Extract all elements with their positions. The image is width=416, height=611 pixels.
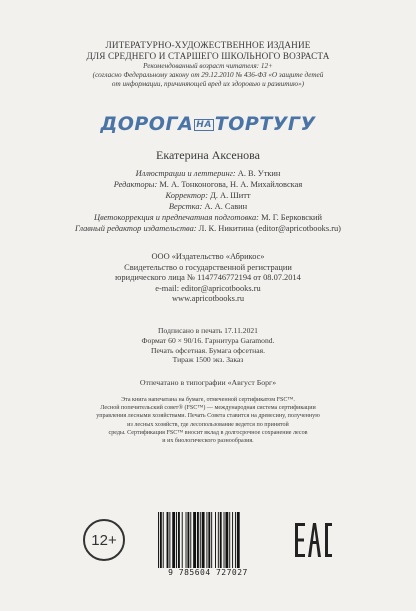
barcode-bar	[163, 512, 164, 568]
barcode-bar	[215, 512, 216, 568]
header-line-2: ДЛЯ СРЕДНЕГО И СТАРШЕГО ШКОЛЬНОГО ВОЗРАСТА	[86, 51, 330, 61]
author-name: Екатерина Аксенова	[156, 148, 260, 162]
barcode-bar	[232, 512, 233, 568]
credit-line	[0, 190, 416, 201]
registration-line-1: Свидетельство о государственной регистрации	[124, 262, 292, 272]
header-line-1: ЛИТЕРАТУРНО-ХУДОЖЕСТВЕННОЕ ИЗДАНИЕ	[105, 40, 311, 50]
credit-role: Цветокоррекция и предпечатная подготовка:	[94, 213, 259, 222]
fsc-line: из лесных хозяйств, где лесопользование ведется по принятой	[127, 421, 289, 428]
barcode-bar	[190, 512, 191, 568]
law-note-1: (согласно Федеральному закону от 29.12.2010 № 436-ФЗ «О защите детей	[92, 71, 324, 79]
barcode-bar	[186, 512, 187, 568]
fsc-notice	[0, 396, 416, 445]
barcode-bar	[229, 512, 230, 568]
fsc-line: управления лесными хозяйствами. Печать Совета ставится на древесину, полученную	[96, 413, 320, 420]
signed-to-print: Подписано в печать 17.11.2021	[158, 326, 258, 335]
publisher-website: www.apricotbooks.ru	[171, 294, 245, 304]
barcode-bar	[208, 512, 210, 568]
barcode-bar	[160, 512, 162, 568]
age-rating-badge: 12+	[83, 519, 125, 561]
barcode-bar	[167, 512, 169, 568]
paper-line: Печать офсетная. Бумага офсетная.	[150, 345, 265, 355]
age-note: Рекомендованный возраст читателя: 12+	[143, 62, 273, 70]
publisher-info	[0, 252, 416, 305]
barcode-bar	[200, 512, 201, 568]
registration-line-2: юридического лица № 1147746772194 от 08.07.2014	[115, 273, 301, 283]
credit-line	[0, 168, 416, 179]
credits-list	[0, 168, 416, 234]
barcode-bar	[176, 512, 177, 568]
credit-role: Корректор:	[165, 191, 209, 200]
barcode-bar	[206, 512, 207, 568]
barcode-bar	[193, 512, 196, 568]
barcode-number: 9 785604 727027	[168, 568, 248, 577]
credit-role: Редакторы:	[113, 180, 158, 189]
credit-name: М. Г. Берковский	[261, 213, 322, 222]
logo-part-1: ДОРОГА	[100, 113, 194, 135]
credit-line	[0, 201, 416, 212]
barcode-bar	[197, 512, 199, 568]
credit-line	[0, 223, 416, 234]
credit-role: Главный редактор издательства:	[75, 224, 197, 233]
format-line: Формат 60 × 90/16. Гарнитура Garamond.	[141, 335, 275, 345]
imprint-header	[0, 40, 416, 89]
barcode-bar	[237, 512, 240, 568]
barcode-bar	[187, 512, 189, 568]
circulation-line: Тираж 1500 экз. Заказ	[172, 355, 244, 365]
barcode-bar	[178, 512, 180, 568]
barcode-bar	[235, 512, 236, 568]
barcode-icon	[154, 512, 262, 568]
credit-name: Л. К. Никитина (editor@apricotbooks.ru)	[198, 224, 341, 233]
print-info	[0, 326, 416, 365]
publisher-email: e-mail: editor@apricotbooks.ru	[155, 283, 261, 293]
credit-role: Верстка:	[168, 202, 203, 211]
barcode-bar	[225, 512, 228, 568]
fsc-line: среды. Сертификация FSC™ вносит вклад в долгосрочное сохранение лесов	[108, 429, 308, 436]
barcode-bar	[202, 512, 205, 568]
credit-role: Иллюстрации и леттеринг:	[135, 169, 236, 178]
barcode-bar	[182, 512, 183, 568]
law-note-2: от информации, причиняющей вред их здоровью и развитию»)	[111, 80, 305, 88]
barcode-bar	[169, 512, 170, 568]
fsc-line: Лесной попечительский совет® (FSC™) — международная система сертификации	[100, 405, 316, 412]
barcode-bar	[211, 512, 212, 568]
credit-name: А. А. Савин	[204, 202, 248, 211]
printing-house: Отпечатано в типографии «Август Борг»	[139, 378, 277, 387]
isbn-barcode	[154, 512, 262, 578]
logo-part-2: НА	[196, 120, 212, 130]
credit-name: М. А. Тонконогова, Н. А. Михайловская	[159, 180, 303, 189]
logo-part-3: ТОРТУГУ	[214, 113, 316, 135]
barcode-bar	[220, 512, 222, 568]
fsc-line: Эта книга напечатана на бумаге, отмеченной сертификатом FSC™.	[121, 397, 295, 403]
book-title-logo	[0, 113, 416, 135]
credit-name: Д. А. Шитт	[210, 191, 251, 200]
publisher-name: ООО «Издательство «Абрикос»	[151, 252, 265, 261]
eac-mark-icon	[294, 521, 334, 559]
barcode-bar	[158, 512, 159, 568]
fsc-line: и их биологического разнообразия.	[162, 438, 254, 445]
barcode-bar	[172, 512, 175, 568]
credit-line	[0, 212, 416, 223]
barcode-bar	[218, 512, 219, 568]
credit-name: А. В. Уткин	[237, 169, 281, 178]
barcode-bar	[224, 512, 225, 568]
credit-line	[0, 179, 416, 190]
